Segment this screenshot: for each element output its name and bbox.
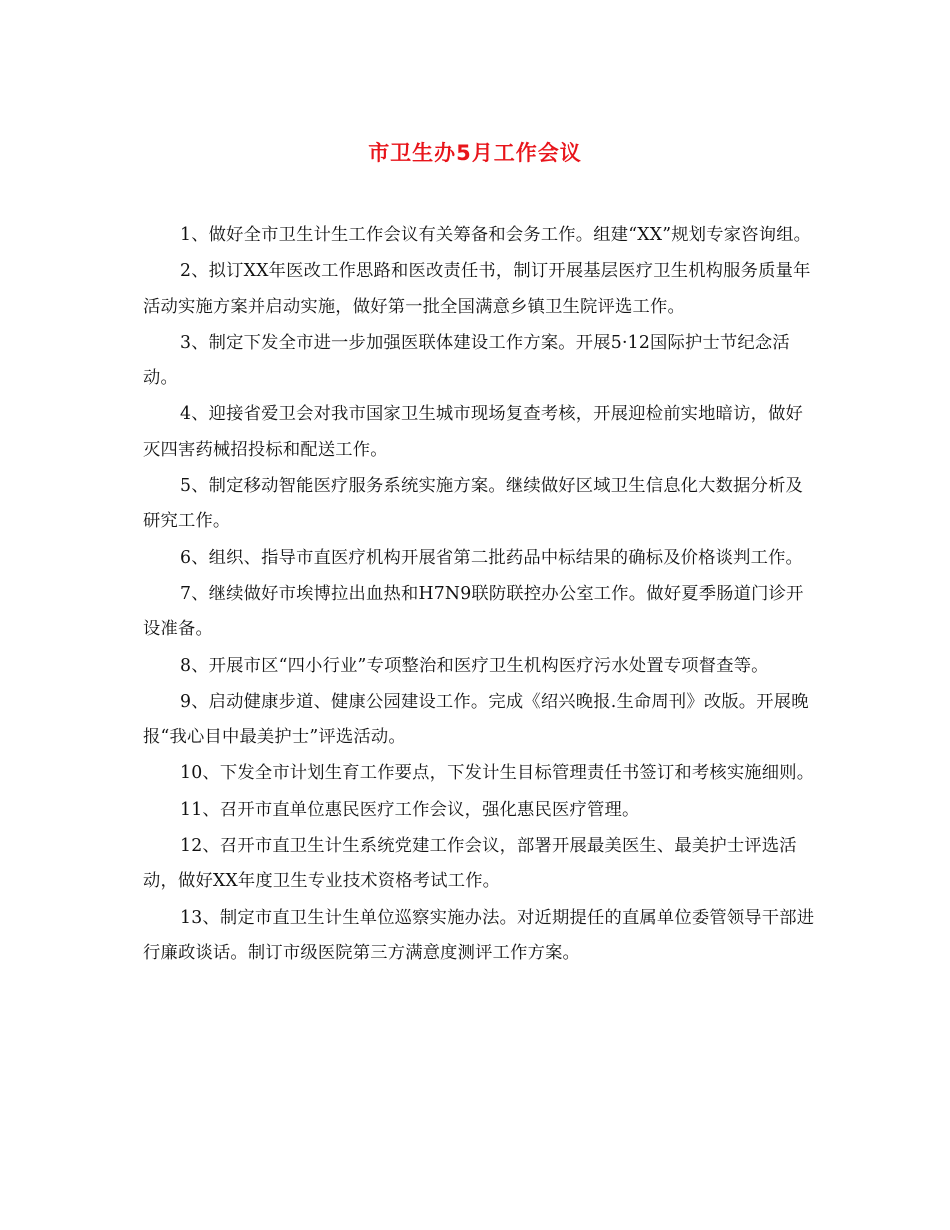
- paragraph-item-10: 10、下发全市计划生育工作要点，下发计生目标管理责任书签订和考核实施细则。: [180, 763, 815, 784]
- paragraph-item-7: 7、继续做好市埃博拉出血热和H7N9联防联控办公室工作。做好夏季肠道门诊开设准备。: [143, 583, 804, 640]
- paragraph-item-1: 1、做好全市卫生计生工作会议有关筹备和会务工作。组建“XX”规划专家咨询组。: [180, 225, 812, 245]
- paragraph-item-2: 2、拟订XX年医改工作思路和医改责任书，制订开展基层医疗卫生机构服务质量年活动实施方案并启动实施，做好第一批全国满意乡镇卫生院评选工作。: [143, 261, 811, 317]
- paragraph-item-13: 13、制定市直卫生计生单位巡察实施办法。对近期提任的直属单位委管领导干部进行廉政谈话。制订市级医院第三方满意度测评工作方案。: [143, 907, 815, 963]
- paragraph-item-12: 12、召开市直卫生计生系统党建工作会议，部署开展最美医生、最美护士评选活动，做好XX年度卫生专业技术资格考试工作。: [143, 836, 797, 892]
- paragraph-item-6: 6、组织、指导市直医疗机构开展省第二批药品中标结果的确标及价格谈判工作。: [180, 547, 804, 568]
- paragraph-item-11: 11、召开市直单位惠民医疗工作会议，强化惠民医疗管理。: [180, 799, 640, 820]
- paragraph-item-8: 8、开展市区“四小行业”专项整治和医疗卫生机构医疗污水处置专项督查等。: [180, 655, 769, 676]
- paragraph-item-9: 9、启动健康步道、健康公园建设工作。完成《绍兴晚报.生命周刊》改版。开展晚报“我心目中最美护士”评选活动。: [143, 691, 809, 748]
- paragraph-item-5: 5、制定移动智能医疗服务系统实施方案。继续做好区域卫生信息化大数据分析及研究工作。: [143, 476, 804, 532]
- paragraph-item-3: 3、制定下发全市进一步加强医联体建设工作方案。开展5·12国际护士节纪念活动。: [143, 332, 790, 389]
- document-body: [143, 218, 818, 972]
- paragraph-item-4: 4、迎接省爱卫会对我市国家卫生城市现场复查考核，开展迎检前实地暗访，做好灭四害药械招投标和配送工作。: [143, 404, 804, 460]
- document-title: 市卫生办5月工作会议: [368, 141, 582, 165]
